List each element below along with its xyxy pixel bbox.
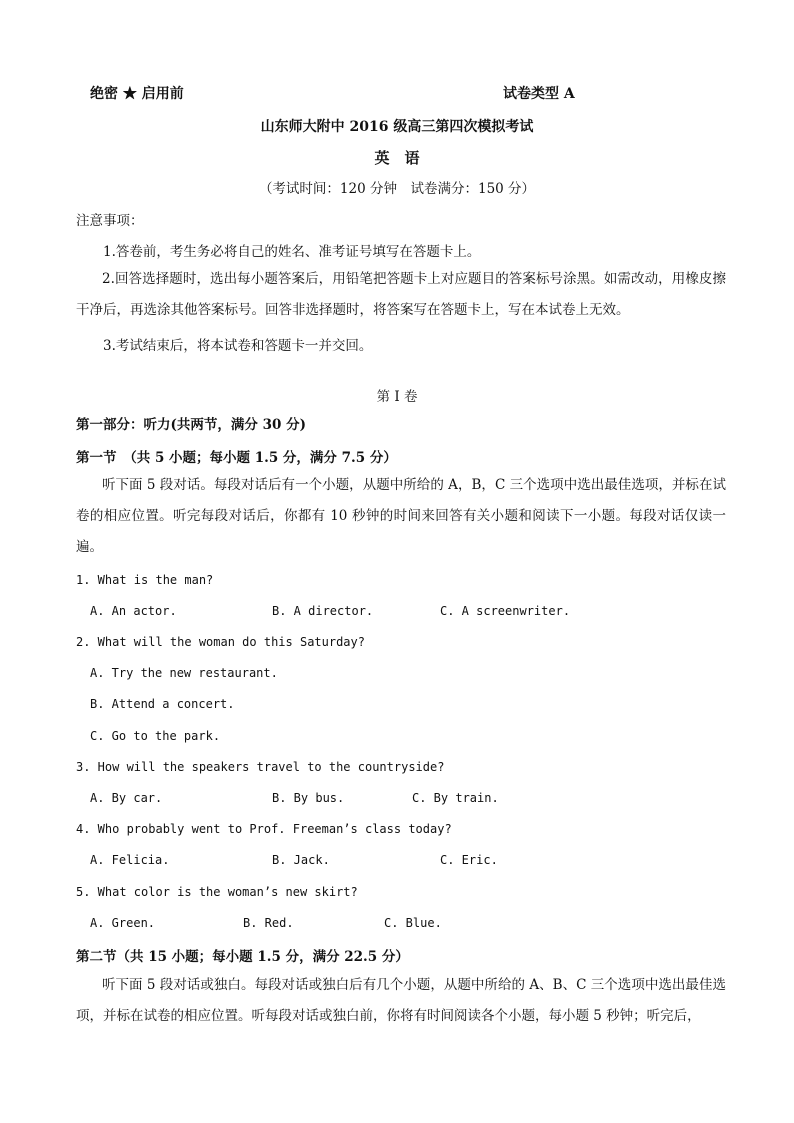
volume-title: 第 I 卷 (376, 389, 418, 405)
question-2-stem: 2. What will the woman do this Saturday? (76, 635, 365, 649)
part1-heading: 第一部分：听力(共两节，满分 30 分) (76, 417, 306, 433)
question-1-option-c: C. A screenwriter. (440, 604, 571, 618)
paper-type-label: 试卷类型 A (503, 86, 575, 102)
question-4-option-b: B. Jack. (272, 853, 330, 867)
notice-heading: 注意事项： (76, 213, 144, 229)
question-1-option-b: B. A director. (272, 604, 374, 618)
confidential-label: 绝密 ★ 启用前 (90, 86, 184, 102)
section1-heading: 第一节 （共 5 小题；每小题 1.5 分，满分 7.5 分） (76, 450, 397, 466)
notice-item-2: 2.回答选择题时，选出每小题答案后，用铅笔把答题卡上对应题目的答案标号涂黑。如需改动，用橡皮擦干净后，再选涂其他答案标号。回答非选择题时，将答案写在答题卡上，写在本试卷上无效。 (76, 271, 726, 318)
question-2-option-c: C. Go to the park. (90, 729, 221, 743)
exam-title: 山东师大附中 2016 级高三第四次模拟考试 (260, 119, 534, 135)
question-5-option-c: C. Blue. (384, 916, 442, 930)
question-4-option-c: C. Eric. (440, 853, 498, 867)
section2-instructions: 听下面 5 段对话或独白。每段对话或独白后有几个小题，从题中所给的 A、B、C 三个选项中选出最佳选项，并标在试卷的相应位置。听每段对话或独白前，你将有时间阅读各个小题，每小题 5 秒钟；听完后， (76, 977, 726, 1024)
question-5-stem: 5. What color is the woman’s new skirt? (76, 885, 358, 899)
section1-instructions: 听下面 5 段对话。每段对话后有一个小题，从题中所给的 A，B，C 三个选项中选出最佳选项，并标在试卷的相应位置。听完每段对话后，你都有 10 秒钟的时间来回答有关小题和阅读下一小题。每段对话仅读一遍。 (76, 477, 726, 555)
question-2-option-a: A. Try the new restaurant. (90, 666, 278, 680)
question-3-option-c: C. By train. (412, 791, 499, 805)
question-3-stem: 3. How will the speakers travel to the countryside? (76, 760, 445, 774)
question-4-stem: 4. Who probably went to Prof. Freeman’s class today? (76, 822, 452, 836)
exam-info: （考试时间：120 分钟 试卷满分：150 分） (258, 181, 536, 197)
notice-item-3: 3.考试结束后，将本试卷和答题卡一并交回。 (103, 338, 373, 354)
section2-heading: 第二节（共 15 小题；每小题 1.5 分，满分 22.5 分） (76, 949, 409, 965)
question-2-option-b: B. Attend a concert. (90, 697, 235, 711)
question-4-option-a: A. Felicia. (90, 853, 170, 867)
question-3-option-b: B. By bus. (272, 791, 345, 805)
question-3-option-a: A. By car. (90, 791, 163, 805)
question-5-option-a: A. Green. (90, 916, 156, 930)
question-1-option-a: A. An actor. (90, 604, 177, 618)
notice-item-1: 1.答卷前，考生务必将自己的姓名、准考证号填写在答题卡上。 (103, 244, 481, 260)
subject-title: 英 语 (374, 149, 420, 167)
question-1-stem: 1. What is the man? (76, 573, 214, 587)
question-5-option-b: B. Red. (243, 916, 294, 930)
